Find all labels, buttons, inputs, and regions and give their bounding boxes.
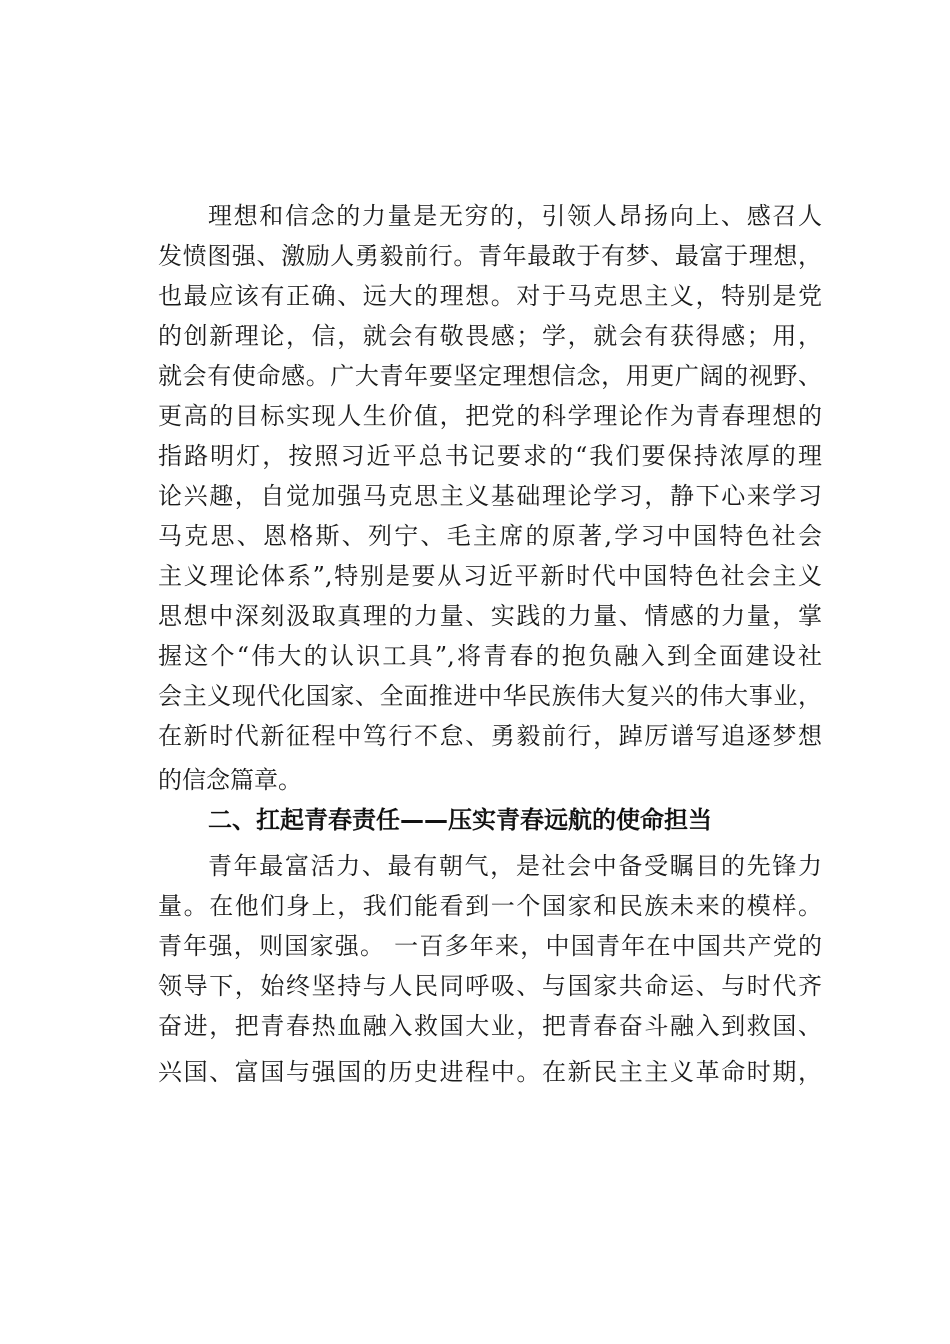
text-line: 论兴趣，自觉加强马克思主义基础理论学习，静下心来学习 xyxy=(158,482,822,510)
text-line: 更高的目标实现人生价值，把党的科学理论作为青春理想的 xyxy=(158,402,822,430)
text-line: 在新时代新征程中笃行不怠、勇毅前行，踔厉谱写追逐梦想 xyxy=(158,722,822,750)
text-line: 兴国、富国与强国的历史进程中。在新民主主义革命时期， xyxy=(158,1058,822,1086)
text-line: 思想中深刻汲取真理的力量、实践的力量、情感的力量，掌 xyxy=(158,602,822,630)
section-heading: 二、扛起青春责任——压实青春远航的使命担当 xyxy=(208,806,712,834)
text-line: 指路明灯，按照习近平总书记要求的“我们要保持浓厚的理 xyxy=(158,442,822,470)
text-line: 青年强，则国家强。 一百多年来，中国青年在中国共产党的 xyxy=(158,932,822,960)
text-line: 青年最富活力、最有朝气，是社会中备受瞩目的先锋力 xyxy=(208,852,822,880)
text-line: 就会有使命感。广大青年要坚定理想信念，用更广阔的视野、 xyxy=(158,362,822,390)
text-line: 也最应该有正确、远大的理想。对于马克思主义，特别是党 xyxy=(158,282,822,310)
text-line: 领导下，始终坚持与人民同呼吸、与国家共命运、与时代齐 xyxy=(158,972,822,1000)
text-line: 马克思、恩格斯、列宁、毛主席的原著,学习中国特色社会 xyxy=(158,522,822,550)
text-line: 理想和信念的力量是无穷的，引领人昂扬向上、感召人 xyxy=(208,202,822,230)
text-line: 会主义现代化国家、全面推进中华民族伟大复兴的伟大事业， xyxy=(158,682,822,710)
text-line: 发愤图强、激励人勇毅前行。青年最敢于有梦、最富于理想， xyxy=(158,242,822,270)
text-line: 量。在他们身上，我们能看到一个国家和民族未来的模样。 xyxy=(158,892,822,920)
text-line: 握这个“伟大的认识工具”,将青春的抱负融入到全面建设社 xyxy=(158,642,822,670)
text-line: 的信念篇章。 xyxy=(158,766,302,794)
text-line: 主义理论体系”,特别是要从习近平新时代中国特色社会主义 xyxy=(158,562,822,590)
text-line: 奋进，把青春热血融入救国大业，把青春奋斗融入到救国、 xyxy=(158,1012,822,1040)
text-line: 的创新理论，信，就会有敬畏感；学，就会有获得感；用， xyxy=(158,322,822,350)
